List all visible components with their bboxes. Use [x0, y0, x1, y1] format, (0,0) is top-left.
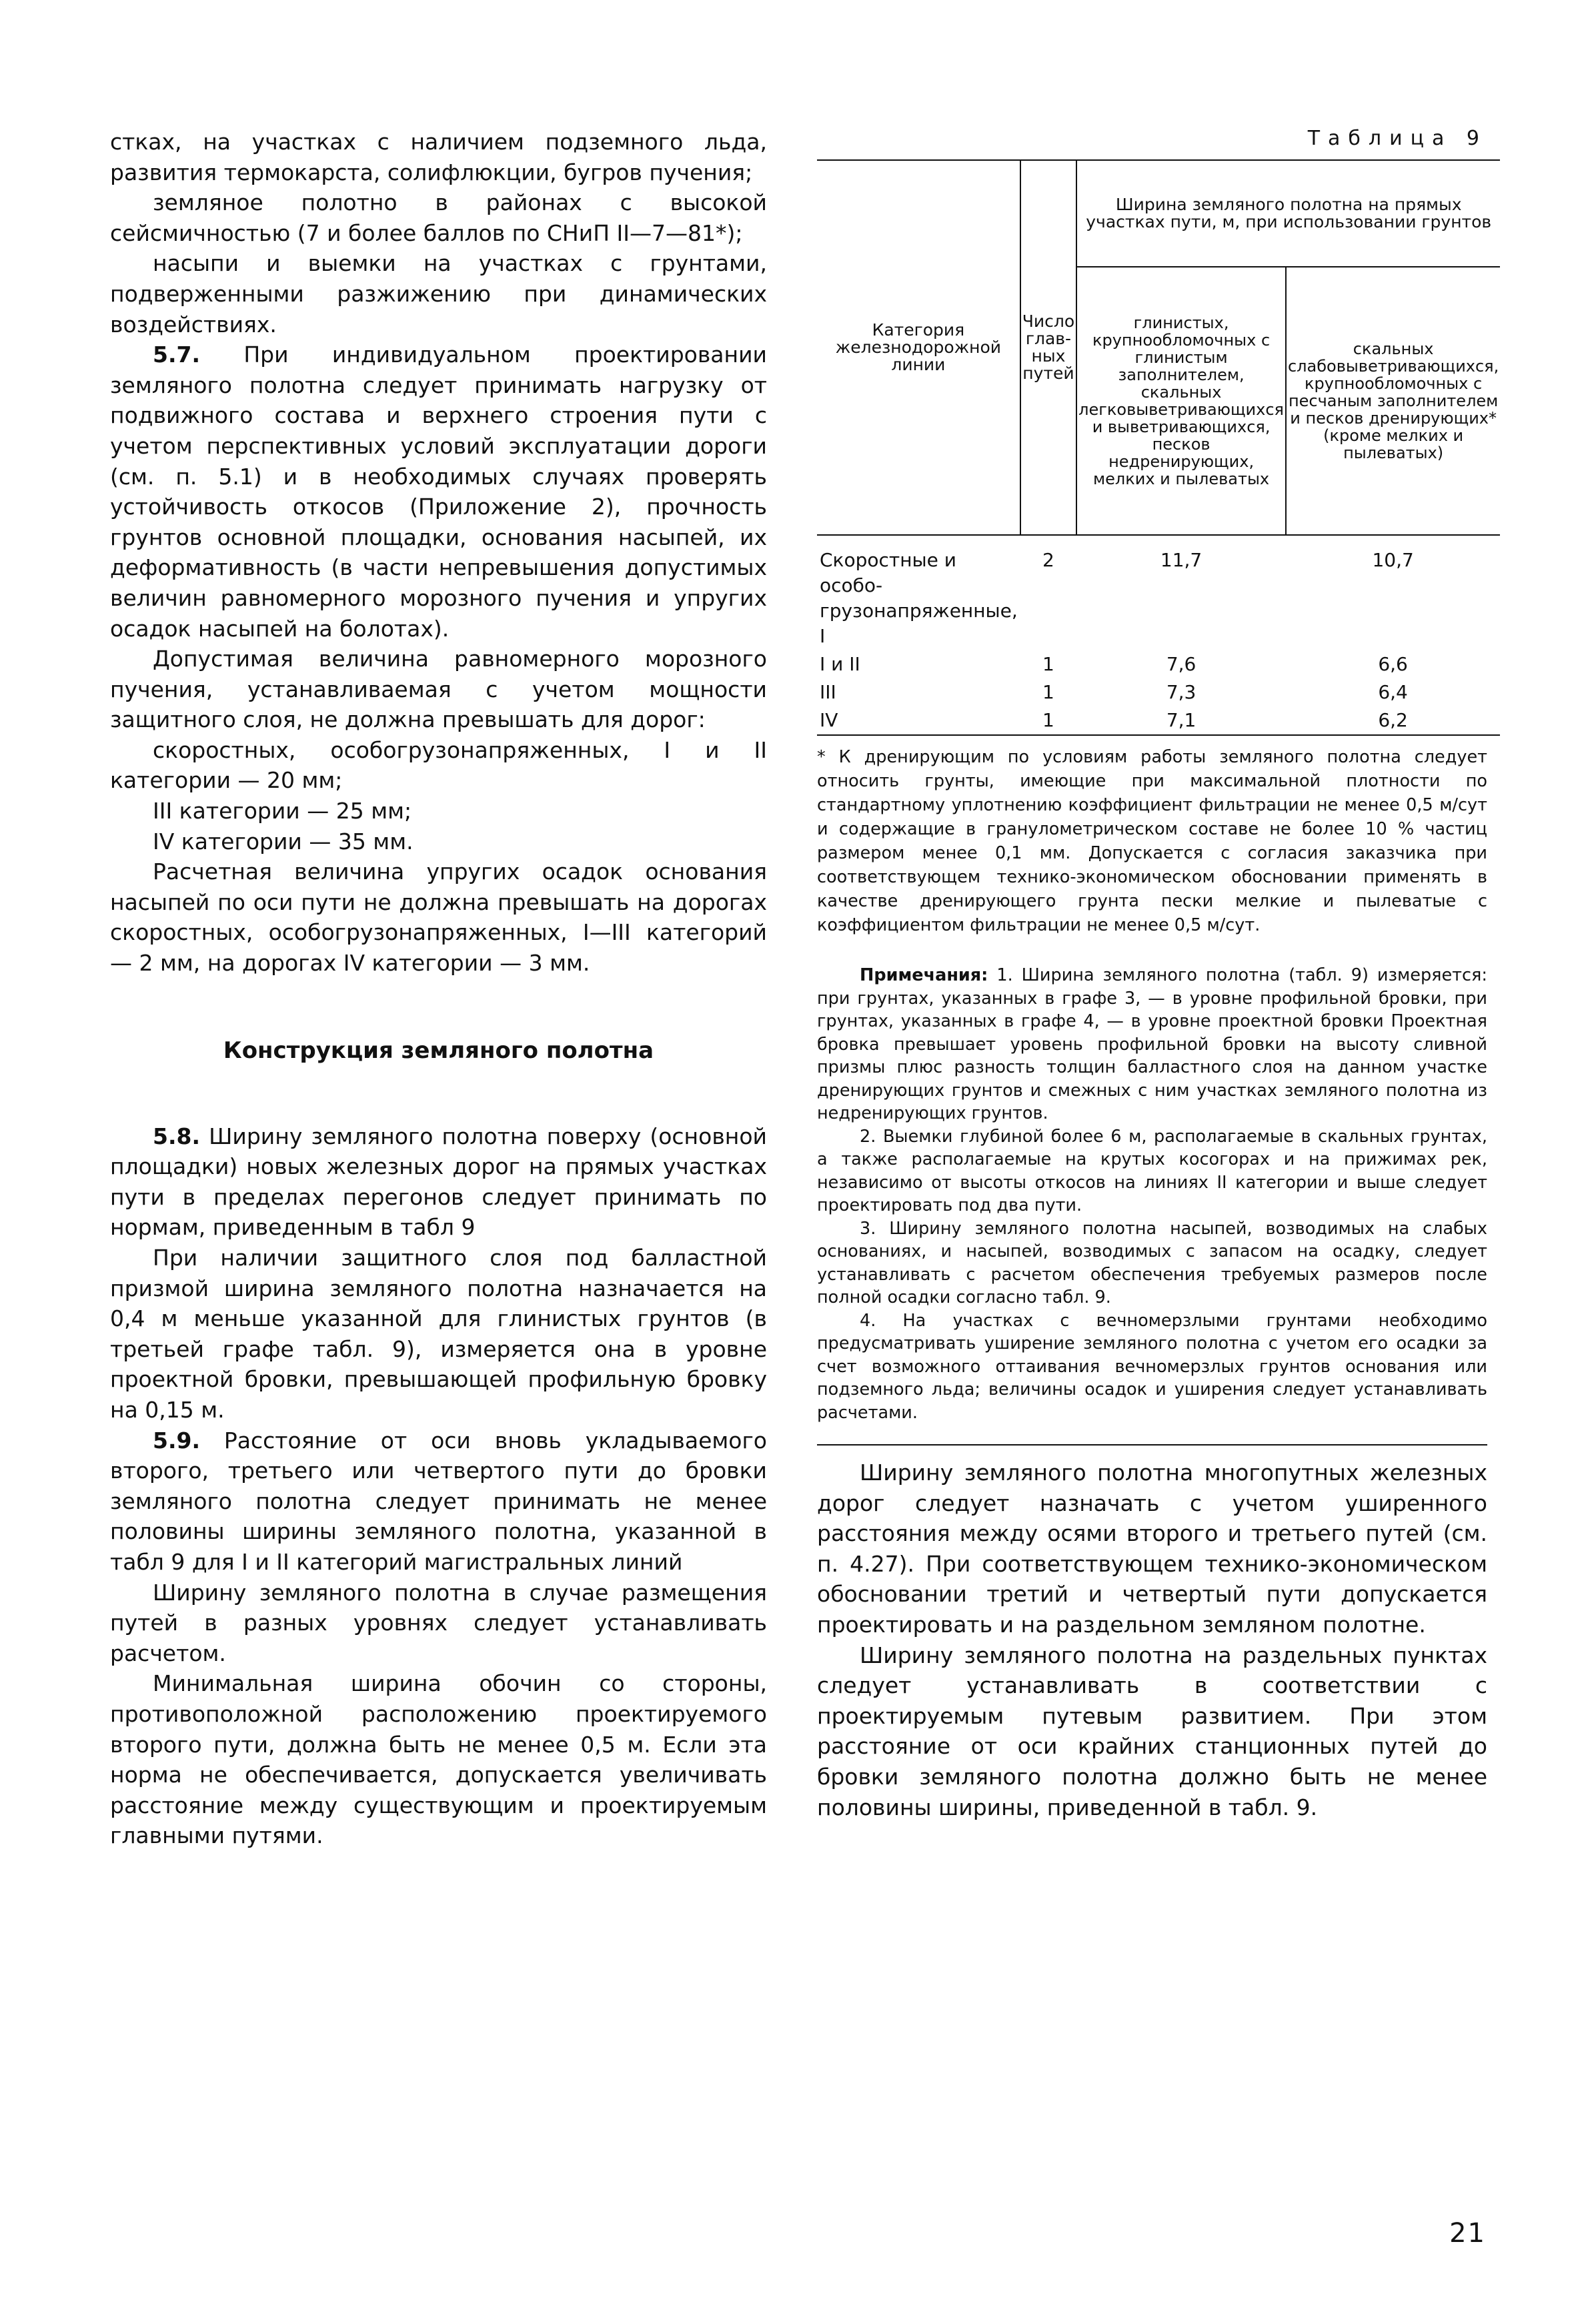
paragraph: Допустимая величина равномерного морозного пучения, устанавливаемая с учетом мощности защитного слоя, не должна превышать для дорог: — [110, 646, 767, 733]
cell-tracks: 2 — [1042, 549, 1054, 571]
paragraph: Ширину земляного полотна в случае размещения путей в разных уровнях следует устанавливать расчетом. — [110, 1579, 767, 1666]
paragraph: Ширину земляного полотна на раздельных пунктах следует устанавливать в соответствии с проектируемым путевым развитием. При этом расстояние от оси крайних станционных путей до бровки земляного полотна должно быть не менее половины ширины, приведенной в табл. 9. — [817, 1642, 1487, 1820]
table-caption: Таблица 9 — [1307, 127, 1487, 150]
paragraph: При наличии защитного слоя под балластной призмой ширина земляного полотна назначается на 0,4 м меньше указанной для глинистых грунтов (в третьей графе табл. 9), измеряется она в уровне проектной бровки, превышающей профильную бровку на 0,15 м. — [110, 1245, 767, 1423]
notes-heading: Примечания: — [860, 965, 988, 985]
table-row — [817, 706, 1500, 735]
clause-text: Расстояние от оси вновь укладываемого второго, третьего или четвертого пути до бровки земляного полотна следует принимать не менее половины ширины земляного полотна, указанной в табл 9 для I и II категорий магистральных линий — [110, 1427, 767, 1575]
list-item: скоростных, особогрузонапряженных, I и II категории — 20 мм; — [110, 736, 767, 794]
paragraph: земляное полотно в районах с высокой сейсмичностью (7 и более баллов по СНиП II—7—81*); — [110, 189, 767, 246]
note-2: 2. Выемки глубиной более 6 м, располагаемые в скальных грунтах, а также располагаемые на крутых косогорах и на прижимах рек, независимо от высоты откосов на линиях II категории и выше следует проектировать под два пути. — [817, 1126, 1487, 1215]
cell-category: Скоростные и особо-грузонапряженные, I — [820, 549, 1018, 647]
cell-rock: 6,2 — [1378, 709, 1408, 731]
paragraph: Минимальная ширина обочин со стороны, противоположной расположению проектируемого второго пути, должна быть не менее 0,5 м. Если эта норма не обеспечивается, допускается увеличивать расстояние между существующим и проектируемым главными путями. — [110, 1670, 767, 1849]
list-item: III категории — 25 мм; — [153, 798, 412, 824]
cell-rock: 6,4 — [1378, 681, 1408, 703]
cell-tracks: 1 — [1042, 653, 1054, 675]
left-column — [110, 127, 767, 1851]
right-text — [817, 1458, 1487, 1822]
section-title: Конструкция земляного полотна — [223, 1037, 654, 1064]
paragraph: Ширину земляного полотна многопутных железных дорог следует назначать с учетом уширенного расстояния между осями второго и третьего путей (см. п. 4.27). При соответствующем технико-экономическом обосновании третий и четвертый пути допускается проектировать и на раздельном земляном полотне. — [817, 1460, 1487, 1638]
clause-text: Ширину земляного полотна поверху (основной площадки) новых железных дорог на прямых участках пути в пределах перегонов следует принимать по нормам, приведенным в табл 9 — [110, 1123, 767, 1241]
cell-clay: 7,6 — [1166, 653, 1196, 675]
paragraph: насыпи и выемки на участках с грунтами, подверженными разжижению при динамических воздействиях. — [110, 250, 767, 338]
right-column — [817, 127, 1499, 1822]
header-rock-soils: скальных слабовыветривающихся, крупнообломочных с песчаным заполнителем и песков дренирующих* (кроме мелких и пылеватых) — [1286, 267, 1500, 535]
paragraph: Расчетная величина упругих осадок основания насыпей по оси пути не должна превышать на дорогах скоростных, особогрузонапряженных, I—III категорий — 2 мм, на дорогах IV категории — 3 мм. — [110, 858, 767, 977]
note-4: 4. На участках с вечномерзлыми грунтами необходимо предусматривать уширение земляного полотна с учетом его осадки за счет возможного оттаивания вечномерзлых грунтов основания или подземного льда; величины осадок и уширения следует устанавливать расчетами. — [817, 1310, 1487, 1423]
header-clay-soils: глинистых, крупнообломочных с глинистым заполнителем, скальных легковыветривающихся и выветривающихся, песков недренирующих, мелких и пылеватых — [1076, 267, 1286, 535]
header-category: Категория железнодорожной линии — [817, 160, 1020, 535]
cell-rock: 10,7 — [1372, 549, 1414, 571]
cell-tracks: 1 — [1042, 709, 1054, 731]
header-tracks: Число глав-ных путей — [1020, 160, 1076, 535]
note-1 — [817, 964, 1487, 1125]
cell-tracks: 1 — [1042, 681, 1054, 703]
cell-clay: 11,7 — [1160, 549, 1203, 571]
clause-text: При индивидуальном проектировании земляного полотна следует принимать нагрузку от подвижного состава и верхнего строения пути с учетом перспективных условий эксплуатации дороги (см. п. 5.1) и в необходимых случаях проверять устойчивость откосов (Приложение 2), прочность грунтов основной площадки, основания насыпей, их деформативность (в части непревышения допустимых величин равномерного морозного пучения и упругих осадок насыпей на болотах). — [110, 342, 767, 642]
paragraph: стках, на участках с наличием подземного льда, развития термокарста, солифлюкции, бугров пучения; — [110, 129, 767, 185]
cell-clay: 7,3 — [1166, 681, 1196, 703]
note-text: 1. Ширина земляного полотна (табл. 9) измеряется: при грунтах, указанных в графе 3, — в уровне профильной бровки, при грунтах, указанных в графе 4, — в уровне проектной бровки Проектная бровка превышает уровень профильной бровки на высоту сливной призмы плюс разность толщин балластного слоя на данном участке дренирующих грунтов и смежных с ним участках земляного полотна из недренирующих грунтов. — [817, 965, 1487, 1123]
table-9 — [817, 159, 1500, 736]
header-width: Ширина земляного полотна на прямых участках пути, м, при использовании грунтов — [1076, 160, 1500, 267]
left-text-2 — [110, 1121, 767, 1851]
cell-category: III — [820, 681, 836, 703]
clause-number: 5.7. — [153, 342, 200, 368]
list-item: IV категории — 35 мм. — [153, 828, 414, 854]
cell-category: IV — [820, 709, 838, 731]
page-number: 21 — [1449, 2218, 1486, 2249]
left-text — [110, 127, 767, 979]
clause-number: 5.9. — [153, 1427, 200, 1454]
table-footnote: * К дренирующим по условиям работы земляного полотна следует относить грунты, имеющие при максимальной плотности по стандартному уплотнению коэффициент фильтрации не менее 0,5 м/сут и содержащие в гранулометрическом составе не более 10 % частиц размером менее 0,1 мм. Допускается с согласия заказчика при соответствующем технико-экономическом обосновании применять в качестве дренирующего грунта пески мелкие и пылеватые с коэффициентом фильтрации не менее 0,5 м/сут. — [817, 747, 1487, 935]
cell-rock: 6,6 — [1378, 653, 1408, 675]
note-3: 3. Ширину земляного полотна насыпей, возводимых на слабых основаниях, и насыпей, возводимых с запасом на осадку, следует устанавливать с расчетом обеспечения требуемых размеров после полной осадки согласно табл. 9. — [817, 1218, 1487, 1307]
paragraph-5-8 — [110, 1121, 767, 1243]
table-row — [817, 678, 1500, 706]
notes — [817, 964, 1487, 1424]
table-row — [817, 650, 1500, 678]
separator-rule — [817, 1444, 1487, 1446]
cell-clay: 7,1 — [1166, 709, 1196, 731]
cell-category: I и II — [820, 653, 860, 675]
paragraph-5-9 — [110, 1425, 767, 1578]
table-row — [817, 535, 1500, 650]
paragraph-5-7 — [110, 340, 767, 644]
clause-number: 5.8. — [153, 1123, 200, 1149]
